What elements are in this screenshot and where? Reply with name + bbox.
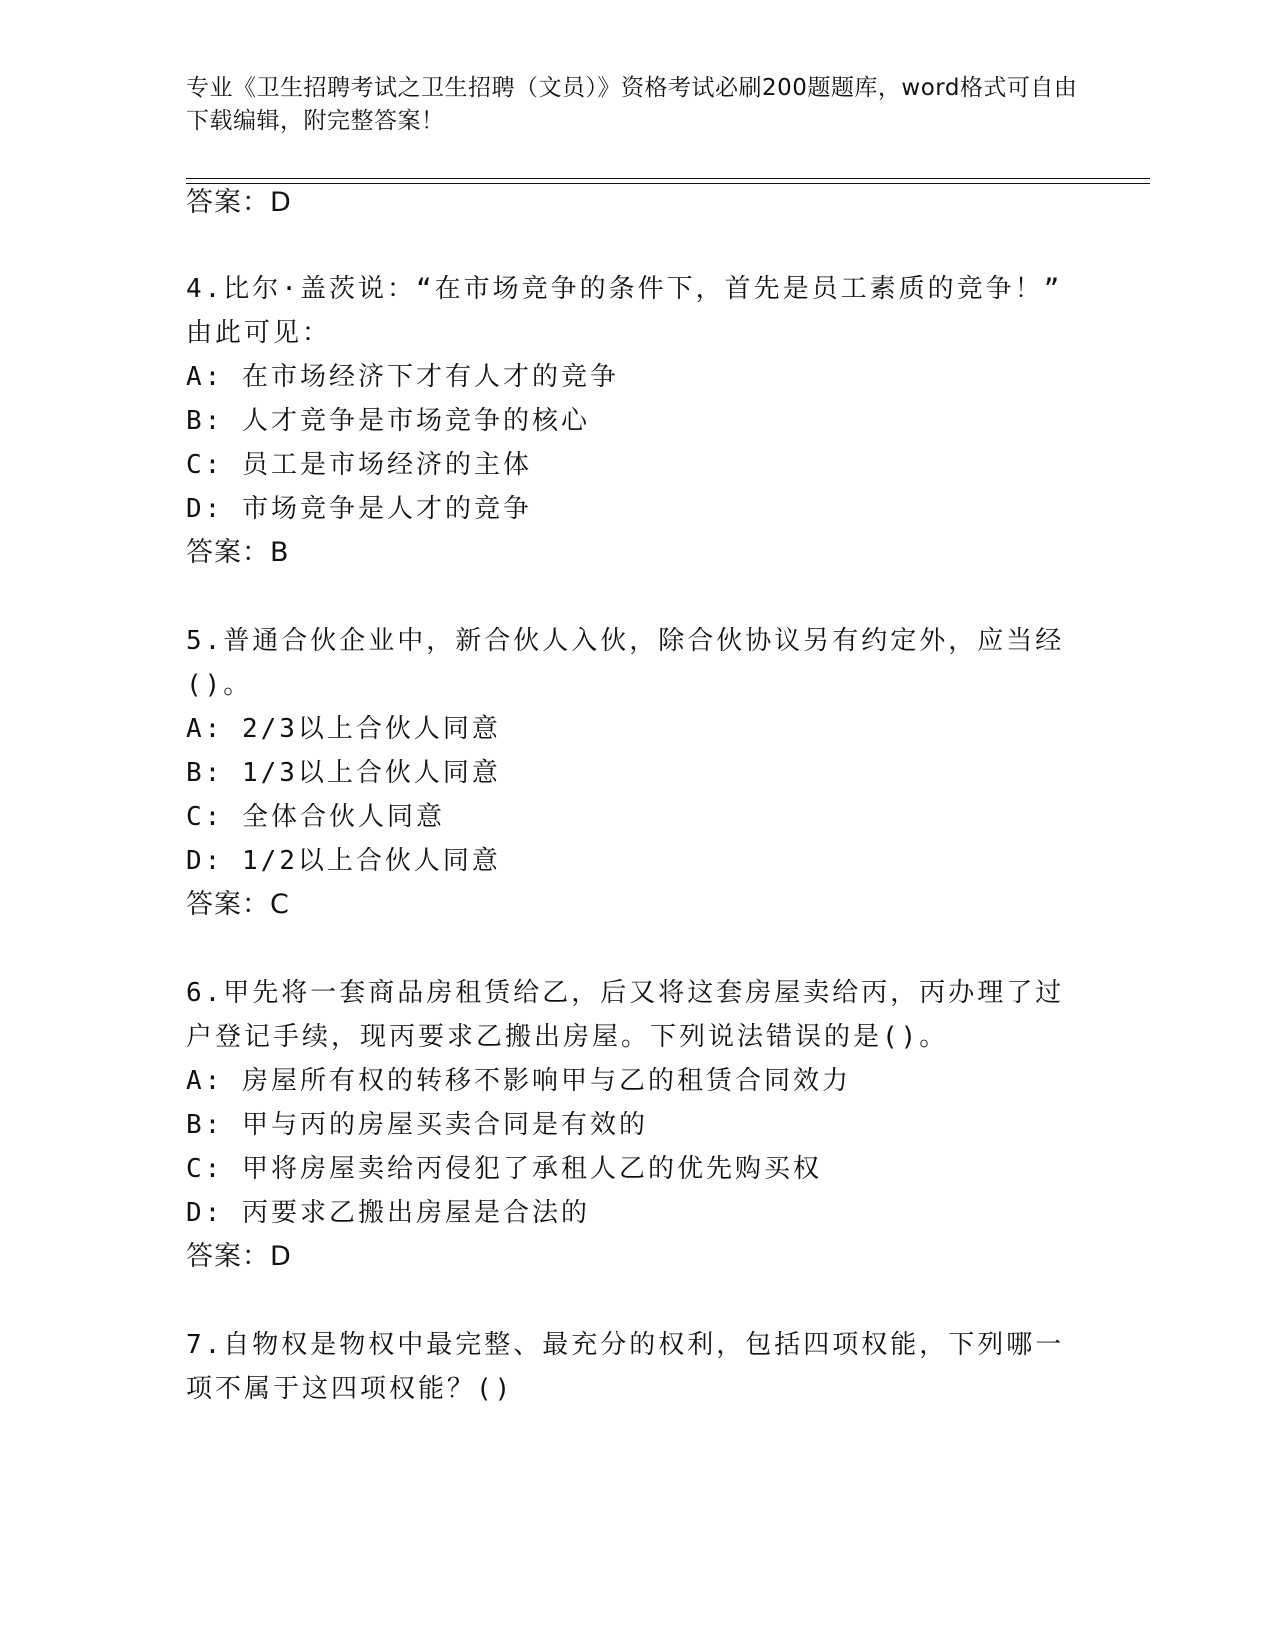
document-header: 专业《卫生招聘考试之卫生招聘（文员）》资格考试必刷200题题库，word格式可自由下载编辑，附完整答案！ xyxy=(186,75,1078,134)
question-6-stem-line2: 户登记手续，现丙要求乙搬出房屋。下列说法错误的是()。 xyxy=(186,1022,949,1052)
question-4-option-c: C: 员工是市场经济的主体 xyxy=(186,450,532,480)
question-6-option-a: A: 房屋所有权的转移不影响甲与乙的租赁合同效力 xyxy=(186,1066,851,1096)
question-5-option-b: B: 1/3以上合伙人同意 xyxy=(186,758,501,788)
question-4-option-b: B: 人才竞争是市场竞争的核心 xyxy=(186,406,590,436)
answer-q3: 答案：D xyxy=(186,187,292,218)
question-7-stem-line1: 7.自物权是物权中最完整、最充分的权利，包括四项权能，下列哪一 xyxy=(186,1330,1065,1360)
question-5-option-c: C: 全体合伙人同意 xyxy=(186,802,445,832)
question-4-option-d: D: 市场竞争是人才的竞争 xyxy=(186,494,532,524)
question-5-stem-line2: ()。 xyxy=(186,670,253,700)
answer-q5: 答案：C xyxy=(186,889,290,920)
question-5-stem-line1: 5.普通合伙企业中，新合伙人入伙，除合伙协议另有约定外，应当经 xyxy=(186,626,1065,656)
question-6-stem-line1: 6.甲先将一套商品房租赁给乙，后又将这套房屋卖给丙，丙办理了过 xyxy=(186,978,1065,1008)
question-4-stem-line2: 由此可见： xyxy=(186,318,332,348)
header-divider-top xyxy=(186,178,1150,179)
question-6-option-b: B: 甲与丙的房屋买卖合同是有效的 xyxy=(186,1110,648,1140)
answer-q4: 答案：B xyxy=(186,537,290,568)
question-5-option-a: A: 2/3以上合伙人同意 xyxy=(186,714,501,744)
question-4-option-a: A: 在市场经济下才有人才的竞争 xyxy=(186,362,619,392)
question-6-option-d: D: 丙要求乙搬出房屋是合法的 xyxy=(186,1198,590,1228)
question-4-stem-line1: 4.比尔·盖茨说：“在市场竞争的条件下，首先是员工素质的竞争！” xyxy=(186,274,1063,304)
header-divider-bottom xyxy=(186,183,1150,184)
question-5-option-d: D: 1/2以上合伙人同意 xyxy=(186,846,501,876)
question-6-option-c: C: 甲将房屋卖给丙侵犯了承租人乙的优先购买权 xyxy=(186,1154,822,1184)
answer-q6: 答案：D xyxy=(186,1241,292,1272)
question-7-stem-line2: 项不属于这四项权能？() xyxy=(186,1374,514,1404)
